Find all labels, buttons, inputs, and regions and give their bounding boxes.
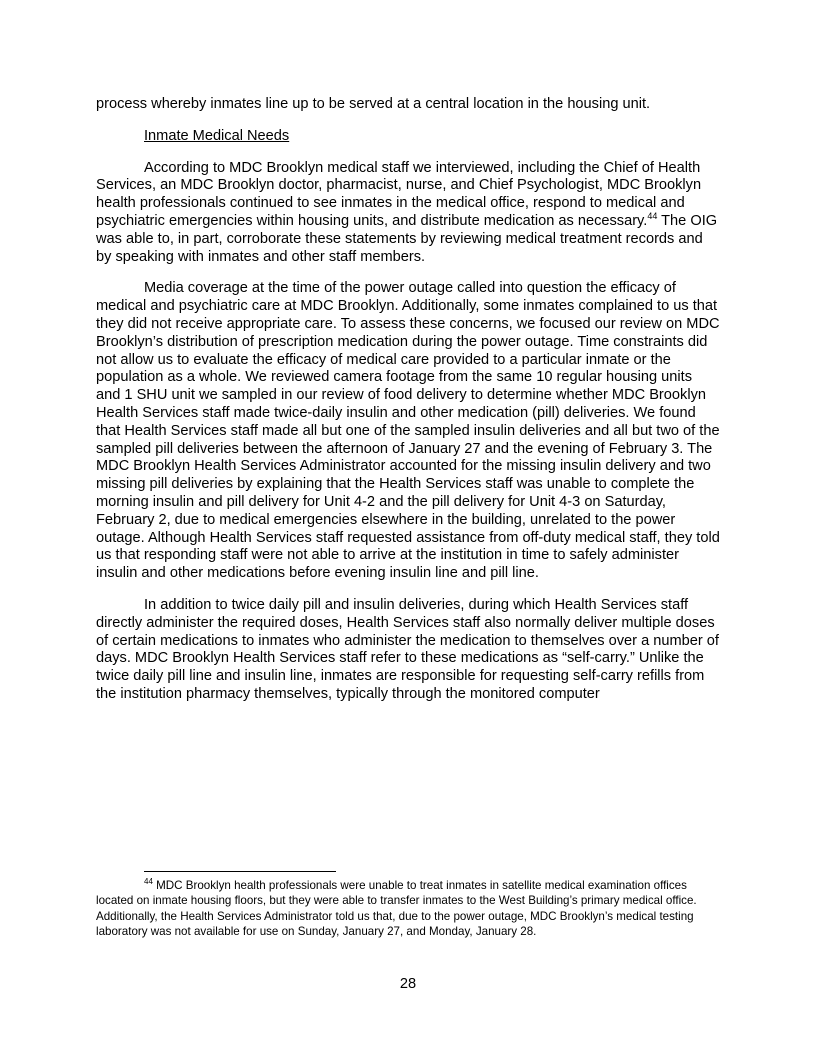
footnote-text: MDC Brooklyn health professionals were unable to treat inmates in satellite medical examination offices located on inmate housing floors, but they were able to transfer inmates to the West Building’s primary medical office. Additionally, the Health Services Administrator told us that, due to the power outage, MDC Brooklyn’s medical testing laboratory was not available for use on Sunday, January 27, and Monday, January 28. xyxy=(96,879,697,939)
paragraph-media-coverage: Media coverage at the time of the power outage called into question the efficacy of medical and psychiatric care at MDC Brooklyn. Additionally, some inmates complained to us that they did not receive appropriate care. To assess these concerns, we focused our review on MDC Brooklyn’s distribution of prescription medication during the power outage. Time constraints did not allow us to evaluate the efficacy of medical care provided to a particular inmate or the population as a whole. We reviewed camera footage from the same 10 regular housing units and 1 SHU unit we sampled in our review of food delivery to determine whether MDC Brooklyn Health Services staff made twice-daily insulin and other medication (pill) deliveries. We found that Health Services staff made all but one of the sampled insulin deliveries and all but two of the sampled pill deliveries between the afternoon of January 27 and the evening of February 3. The MDC Brooklyn Health Services Administrator accounted for the missing insulin delivery and two missing pill deliveries by explaining that the Health Services staff was unable to complete the morning insulin and pill delivery for Unit 4-2 and the pill delivery for Unit 4-3 on Saturday, February 2, due to medical emergencies elsewhere in the building, unrelated to the power outage. Although Health Services staff requested assistance from off-duty medical staff, they told us that responding staff were not able to arrive at the institution in time to safely administer insulin and other medications before evening insulin line and pill line. xyxy=(96,280,720,582)
footnote-number: 44 xyxy=(144,877,153,887)
footnote-reference[interactable]: 44 xyxy=(647,211,658,222)
page-number: 28 xyxy=(399,976,417,992)
paragraph-medical-staff xyxy=(96,160,720,267)
page-body xyxy=(96,96,720,718)
paragraph-text: According to MDC Brooklyn medical staff we interviewed, including the Chief of Health Services, an MDC Brooklyn doctor, pharmacist, nurse, and Chief Psychologist, MDC Brooklyn health professionals continued to see inmates in the medical office, respond to medical and psychiatric emergencies within housing units, and distribute medication as necessary. xyxy=(96,159,702,229)
paragraph-text: The OIG was able to, in part, corroborate these statements by reviewing medical treatment records and by speaking with inmates and other staff members. xyxy=(96,212,718,265)
footnote xyxy=(96,878,720,940)
section-heading-line xyxy=(96,128,720,146)
paragraph-continuation: process whereby inmates line up to be served at a central location in the housing unit. xyxy=(96,96,651,112)
paragraph-self-carry: In addition to twice daily pill and insulin deliveries, during which Health Services staff directly administer the required doses, Health Services staff also normally deliver multiple doses of certain medications to inmates who administer the medication to themselves over a number of days. MDC Brooklyn Health Services staff refer to these medications as “self-carry.” Unlike the twice daily pill line and insulin line, inmates are responsible for requesting self-carry refills from the institution pharmacy themselves, typically through the monitored computer xyxy=(96,596,719,702)
footnote-divider xyxy=(144,871,336,872)
section-heading: Inmate Medical Needs xyxy=(144,127,290,144)
